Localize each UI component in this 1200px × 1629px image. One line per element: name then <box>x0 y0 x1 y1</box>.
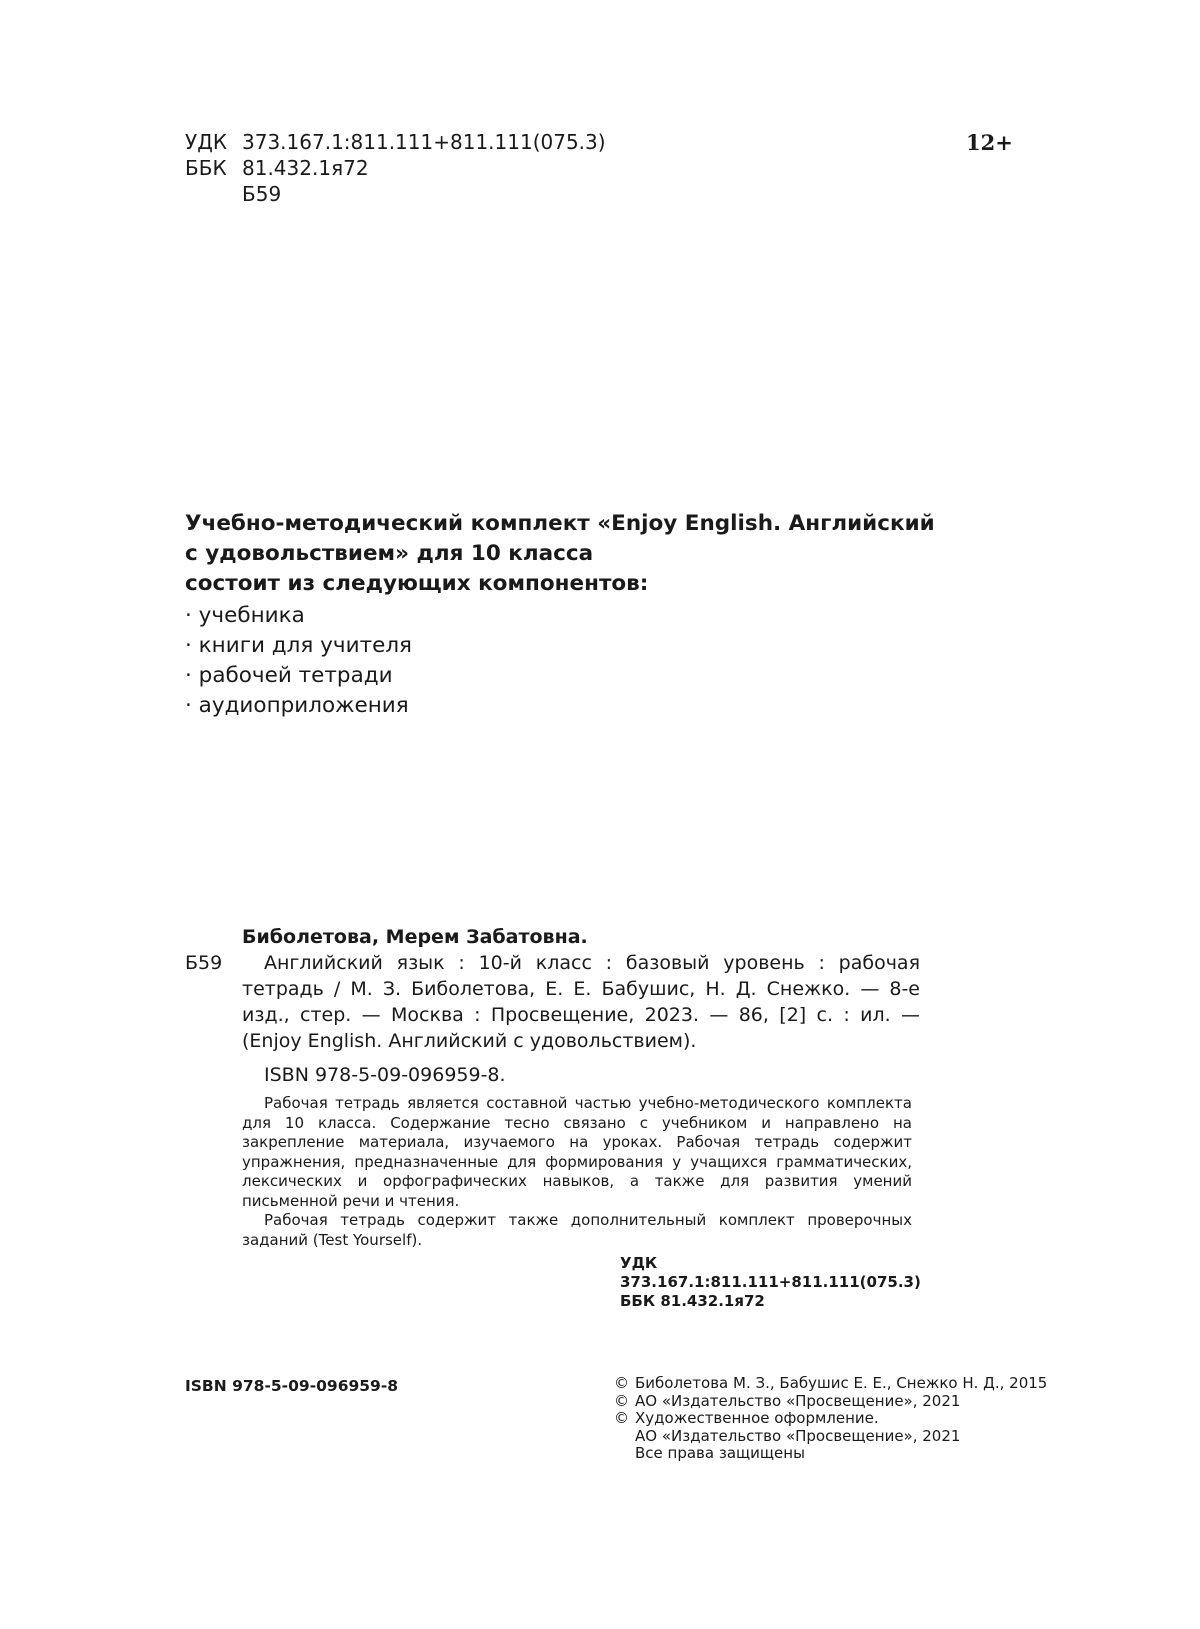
udk-value: 373.167.1:811.111+811.111(075.3) <box>242 130 606 154</box>
kit-description <box>185 509 945 721</box>
author-name: Биболетова, Мерем Забатовна. <box>242 926 588 948</box>
copyright-block <box>614 1375 1047 1463</box>
bbk-value: 81.432.1я72 <box>242 156 369 180</box>
udk-row <box>185 129 606 155</box>
udk-label: УДК <box>185 130 228 154</box>
kit-heading <box>185 509 945 599</box>
author-mark: Б59 <box>242 182 282 206</box>
biblio-code: Б59 <box>185 952 223 974</box>
author-mark-row <box>185 181 606 207</box>
classification-block <box>185 129 606 207</box>
kit-components-list <box>185 601 945 721</box>
copyright-line <box>614 1375 1047 1393</box>
kit-component-item: · книги для учителя <box>185 631 945 661</box>
record-udk: УДК 373.167.1:811.111+811.111(075.3) <box>620 1254 921 1291</box>
record-bbk: ББК 81.432.1я72 <box>620 1292 765 1310</box>
kit-heading-line: состоит из следующих компонентов: <box>185 571 649 596</box>
annotation-paragraph: Рабочая тетрадь является составной частью учебно-методического комплекта для 10 класса. Содержание тесно связано с учебником и направлено на закрепление материала, изучаемого на уроках. Рабочая тетрадь содержит упражнения, предназначенные для формирования у учащихся грамматических, лексических и орфографических навыков, а также для развития умений письменной речи и чтения. <box>242 1094 912 1210</box>
copyright-line <box>614 1410 1047 1428</box>
copyright-text: Биболетова М. З., Бабушис Е. Е., Снежко Н. Д., 2015 <box>635 1374 1048 1392</box>
kit-component-item: · учебника <box>185 601 945 631</box>
annotation-paragraph: Рабочая тетрадь содержит также дополнительный комплект проверочных заданий (Test Yourself). <box>242 1211 912 1249</box>
copyright-text: АО «Издательство «Просвещение», 2021 <box>635 1391 961 1410</box>
copyright-line <box>614 1445 1047 1463</box>
bbk-row <box>185 155 606 181</box>
biblio-isbn: ISBN 978-5-09-096959-8. <box>264 1064 506 1086</box>
biblio-description: Английский язык : 10-й класс : базовый уровень : рабочая тетрадь / М. З. Биболетова, Е. Е. Бабушис, Н. Д. Снежко. — 8-е изд., стер. — Москва : Просвещение, 2023. — 86, [2] с. : ил. — (Enjoy English. Английский с удовольствием). <box>242 952 920 1052</box>
copyright-line <box>614 1428 1047 1446</box>
copyright-text: Художественное оформление. <box>635 1409 879 1427</box>
age-rating: 12+ <box>966 130 1013 155</box>
bbk-label: ББК <box>185 156 227 180</box>
copyright-icon: © <box>614 1409 629 1427</box>
footer-isbn: ISBN 978-5-09-096959-8 <box>185 1377 399 1395</box>
kit-heading-line: с удовольствием» для 10 класса <box>185 541 594 566</box>
kit-heading-line: Учебно-методический комплект «Enjoy English. Английский <box>185 511 935 536</box>
bibliographic-record <box>185 924 920 1311</box>
copyright-icon: © <box>614 1374 629 1392</box>
rights-reserved: Все права защищены <box>635 1444 805 1462</box>
copyright-icon: © <box>614 1391 629 1410</box>
biblio-entry <box>185 950 920 1054</box>
kit-component-item: · аудиоприложения <box>185 691 945 721</box>
copyright-text: АО «Издательство «Просвещение», 2021 <box>635 1426 961 1445</box>
kit-component-item: · рабочей тетради <box>185 661 945 691</box>
record-class-codes <box>620 1254 920 1311</box>
annotation <box>242 1094 912 1250</box>
copyright-line <box>614 1393 1047 1411</box>
